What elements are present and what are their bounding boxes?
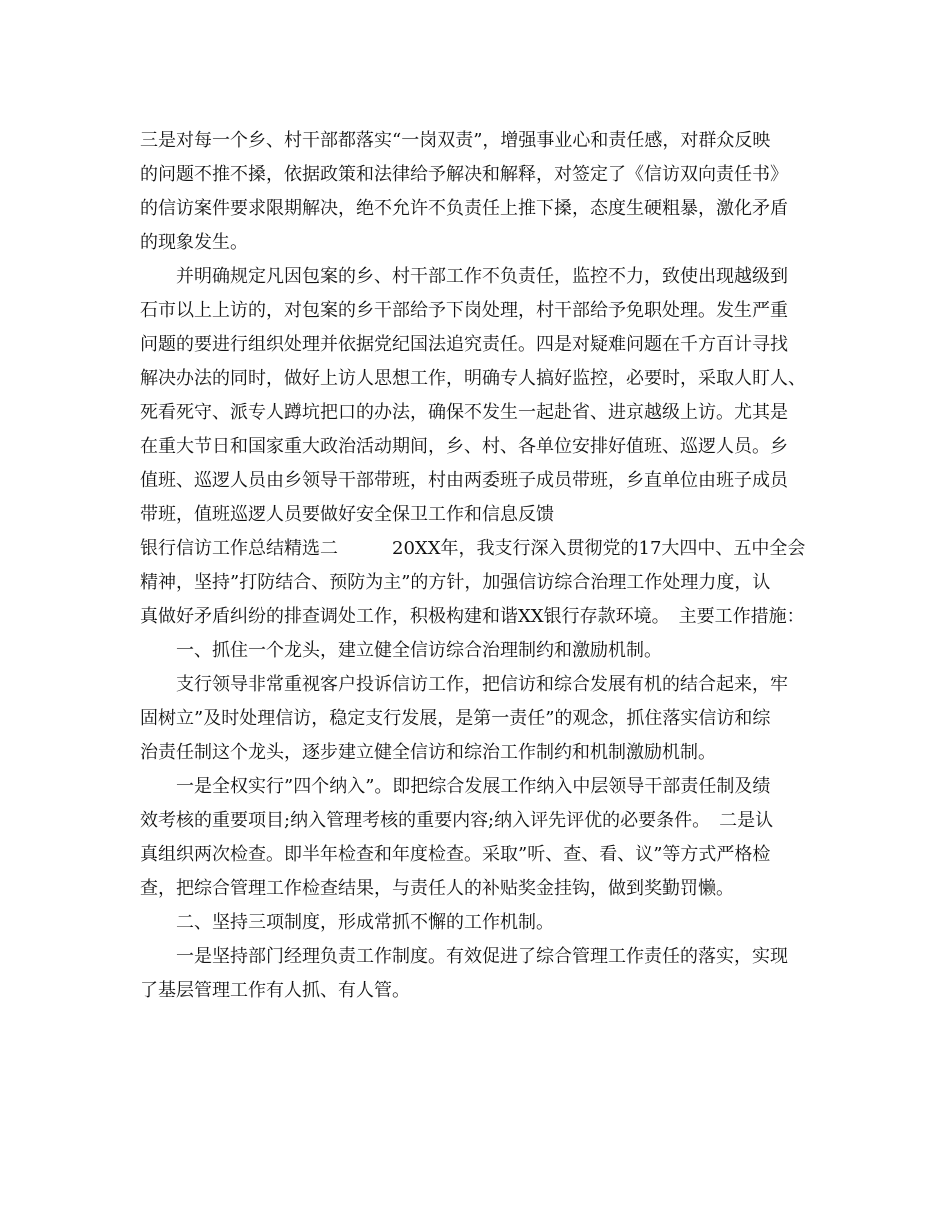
text-line: 的现象发生。 — [140, 232, 248, 253]
text-line: 支行领导非常重视客户投诉信访工作，把信访和综合发展有机的结合起来，牢 — [140, 674, 788, 695]
text-line: 一、抓住一个龙头，建立健全信访综合治理制约和激励机制。 — [140, 640, 662, 661]
document-body — [140, 124, 830, 1008]
text-line: 问题的要进行组织处理并依据党纪国法追究责任。四是对疑难问题在千方百计寻找 — [140, 334, 788, 355]
text-line: 一是全权实行”四个纳入”。即把综合发展工作纳入中层领导干部责任制及绩 — [140, 776, 771, 797]
text-line: 石市以上上访的，对包案的乡干部给予下岗处理，村干部给予免职处理。发生严重 — [140, 300, 788, 321]
text-line: 死看死守、派专人蹲坑把口的办法，确保不发生一起赴省、进京越级上访。尤其是 — [140, 402, 788, 423]
text-line: 并明确规定凡因包案的乡、村干部工作不负责任，监控不力，致使出现越级到 — [140, 266, 788, 287]
text-line: 三是对每一个乡、村干部都落实“一岗双责”，增强事业心和责任感，对群众反映 — [140, 130, 771, 151]
text-line: 查，把综合管理工作检查结果，与责任人的补贴奖金挂钩，做到奖勤罚懒。 — [140, 878, 734, 899]
text-line: 带班，值班巡逻人员要做好安全保卫工作和信息反馈 — [140, 504, 554, 525]
text-line: 二、坚持三项制度，形成常抓不懈的工作机制。 — [140, 912, 554, 933]
text-line: 了基层管理工作有人抓、有人管。 — [140, 980, 410, 1001]
text-line: 效考核的重要项目;纳入管理考核的重要内容;纳入评先评优的必要条件。 二是认 — [140, 810, 774, 831]
text-line: 在重大节日和国家重大政治活动期间，乡、村、各单位安排好值班、巡逻人员。乡 — [140, 436, 788, 457]
text-line: 解决办法的同时，做好上访人思想工作，明确专人搞好监控，必要时，采取人盯人、 — [140, 368, 806, 389]
text-line: 治责任制这个龙头，逐步建立健全信访和综治工作制约和机制激励机制。 — [140, 742, 716, 763]
text-line: 真做好矛盾纠纷的排查调处工作，积极构建和谐XX银行存款环境。 主要工作措施： — [140, 606, 805, 627]
section-heading-line: 银行信访工作总结精选二 20XX年，我支行深入贯彻党的17大四中、五中全会 — [140, 538, 806, 559]
text-line: 精神，坚持”打防结合、预防为主”的方针，加强信访综合治理工作处理力度，认 — [140, 572, 771, 593]
text-line: 的信访案件要求限期解决，绝不允许不负责任上推下搡，态度生硬粗暴，激化矛盾 — [140, 198, 788, 219]
text-line: 固树立”及时处理信访，稳定支行发展，是第一责任”的观念，抓住落实信访和综 — [140, 708, 771, 729]
text-line: 值班、巡逻人员由乡领导干部带班，村由两委班子成员带班，乡直单位由班子成员 — [140, 470, 788, 491]
text-line: 的问题不推不搡，依据政策和法律给予解决和解释，对签定了《信访双向责任书》 — [140, 164, 788, 185]
text-line: 一是坚持部门经理负责工作制度。有效促进了综合管理工作责任的落实，实现 — [140, 946, 788, 967]
text-line: 真组织两次检查。即半年检查和年度检查。采取”听、查、看、议”等方式严格检 — [140, 844, 771, 865]
